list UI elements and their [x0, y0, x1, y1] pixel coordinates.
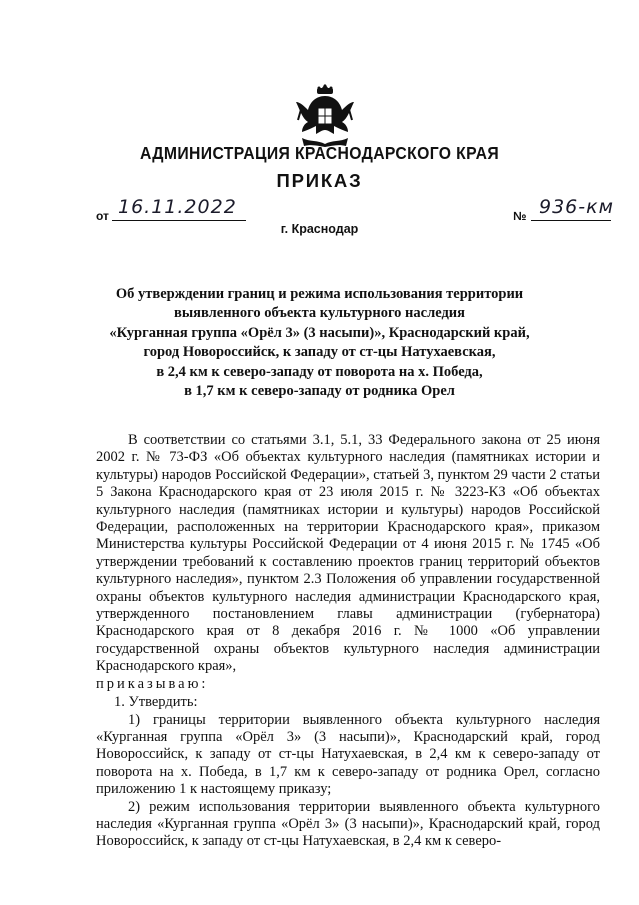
- item-1: 1. Утвердить:: [114, 694, 198, 711]
- preamble-paragraph: В соответствии со статьями 3.1, 5.1, 33 Федерального закона от 25 июня 2002 г. № 73-ФЗ «Об объектах культурного наследия (памятниках истории и культуры) народов Российской Федерации», статьей 3, пунктом 29 части 2 статьи 5 Закона Краснодарского края от 23 июля 2015 г. № 3223-КЗ «Об объектах культурного наследия (памятниках истории и культуры) народов Российской Федерации, расположенных на территории Краснодарского края», приказом Министерства культуры Российской Федерации от 4 июня 2015 г. № 1745 «Об утверждении требований к составлению проектов границ территорий объектов культурного наследия», пунктом 2.3 Положения об управлении государственной охраны объектов культурного наследия администрации Краснодарского края, утвержденного постановлением главы администрации (губернатора) Краснодарского края от 8 декабря 2016 г. № 1000 «Об управлении государственной охраны объектов культурного наследия администрации Краснодарского края»,: [96, 432, 600, 675]
- item-1-2: 2) режим использования территории выявленного объекта культурного наследия «Курганная группа «Орёл 3» (3 насыпи)», Краснодарский край, город Новороссийск, к западу от ст-цы Натухаевская, в 2,4 км к северо-: [96, 798, 600, 850]
- number-field: [531, 190, 614, 221]
- document-body: [96, 432, 600, 851]
- title-line: выявленного объекта культурного наследия: [173, 305, 465, 322]
- order-word-text: приказываю:: [96, 675, 209, 692]
- date-value: 16.11.2022: [118, 196, 237, 218]
- title-line: Об утверждении границ и режима использования территории: [115, 286, 524, 302]
- order-word: [96, 676, 600, 693]
- city: г. Краснодар: [280, 222, 359, 236]
- document-title: [60, 285, 579, 401]
- title-line: «Курганная группа «Орёл 3» (3 насыпи)», Краснодарский край,: [109, 324, 530, 341]
- number-value: 936-км: [539, 196, 614, 218]
- date-field: [112, 190, 246, 221]
- document-type: ПРИКАЗ: [276, 170, 363, 191]
- date-label: от: [96, 209, 109, 223]
- number-label: №: [513, 209, 527, 223]
- title-line: город Новороссийск, к западу от ст-цы Натухаевская,: [143, 344, 496, 361]
- organization-name: АДМИНИСТРАЦИЯ КРАСНОДАРСКОГО КРАЯ: [139, 143, 500, 163]
- item-1-1: 1) границы территории выявленного объекта культурного наследия «Курганная группа «Орёл 3» (3 насыпи)», Краснодарский край, город Новороссийск, к западу от ст-цы Натухаевская, в 2,4 км к северо-западу от поворота на х. Победа, в 1,7 км к северо-западу от родника Орел, согласно приложению 1 к настоящему приказу;: [96, 711, 600, 798]
- title-line: в 2,4 км к северо-западу от поворота на х. Победа,: [156, 363, 483, 380]
- title-line: в 1,7 км к северо-западу от родника Орел: [184, 383, 455, 400]
- coat-of-arms-icon: [294, 80, 356, 148]
